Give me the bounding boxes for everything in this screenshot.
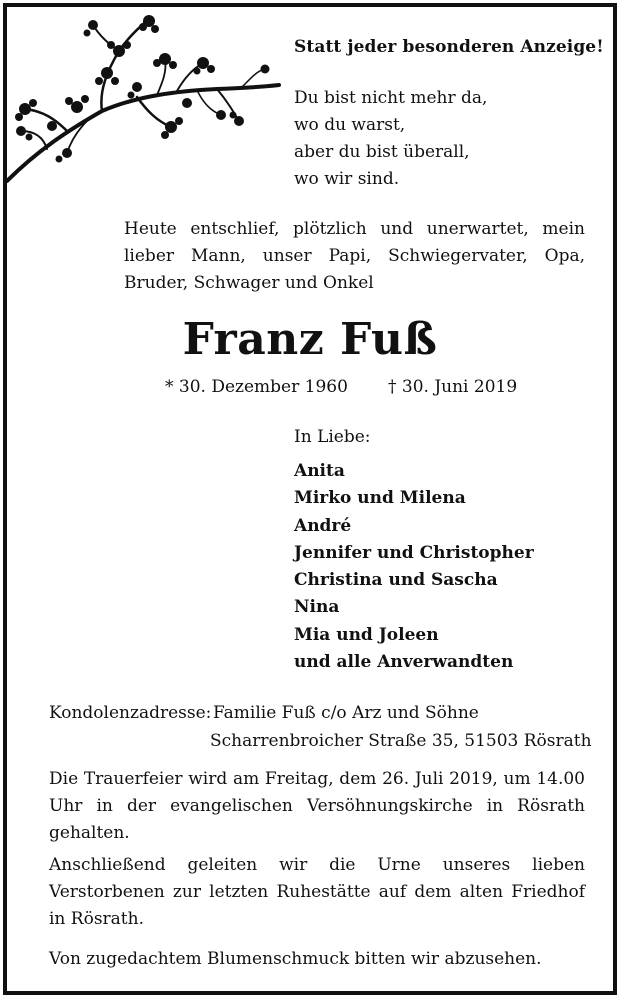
poem-line: wo du warst, (294, 115, 406, 135)
family-member: Christina und Sascha (294, 570, 498, 591)
condolence-label: Kondolenzadresse: (49, 703, 212, 723)
family-member: Mia und Joleen (294, 624, 439, 645)
family-member: und alle Anverwandten (294, 652, 514, 673)
family-member: André (294, 515, 352, 536)
in-liebe-label: In Liebe: (294, 427, 371, 447)
family-member: Anita (294, 461, 345, 481)
condolence-address-line: Familie Fuß c/o Arz und Söhne (213, 703, 479, 723)
family-list (294, 458, 534, 676)
headline: Statt jeder besonderen Anzeige! (294, 37, 604, 57)
poem-line: Du bist nicht mehr da, (294, 88, 488, 108)
obituary-notice (3, 3, 617, 995)
birth-date: * 30. Dezember 1960 (165, 377, 348, 397)
blossom-branch-icon (7, 11, 287, 187)
death-date: † 30. Juni 2019 (388, 377, 518, 397)
deceased-name: Franz Fuß (182, 314, 438, 365)
family-member: Jennifer und Christopher (294, 542, 534, 563)
family-member: Mirko und Milena (294, 488, 466, 509)
flowers-paragraph: Von zugedachtem Blumenschmuck bitten wir abzusehen. (49, 949, 542, 969)
burial-paragraph: Anschließend geleiten wir die Urne unseres lieben Verstorbenen zur letzten Ruhestätte auf dem alten Friedhof in Rösrath. (49, 855, 585, 929)
poem-line: aber du bist überall, (294, 142, 470, 162)
family-member: Nina (294, 597, 340, 618)
ceremony-paragraph: Die Trauerfeier wird am Freitag, dem 26. Juli 2019, um 14.00 Uhr in der evangelischen Versöhnungskirche in Rösrath gehalten. (49, 769, 585, 843)
condolence-address-line: Scharrenbroicher Straße 35, 51503 Rösrath (210, 731, 592, 751)
poem-line: wo wir sind. (294, 169, 400, 189)
poem (294, 85, 487, 193)
intro-text: Heute entschlief, plötzlich und unerwartet, mein lieber Mann, unser Papi, Schwiegervater, Opa, Bruder, Schwager und Onkel (124, 219, 585, 293)
